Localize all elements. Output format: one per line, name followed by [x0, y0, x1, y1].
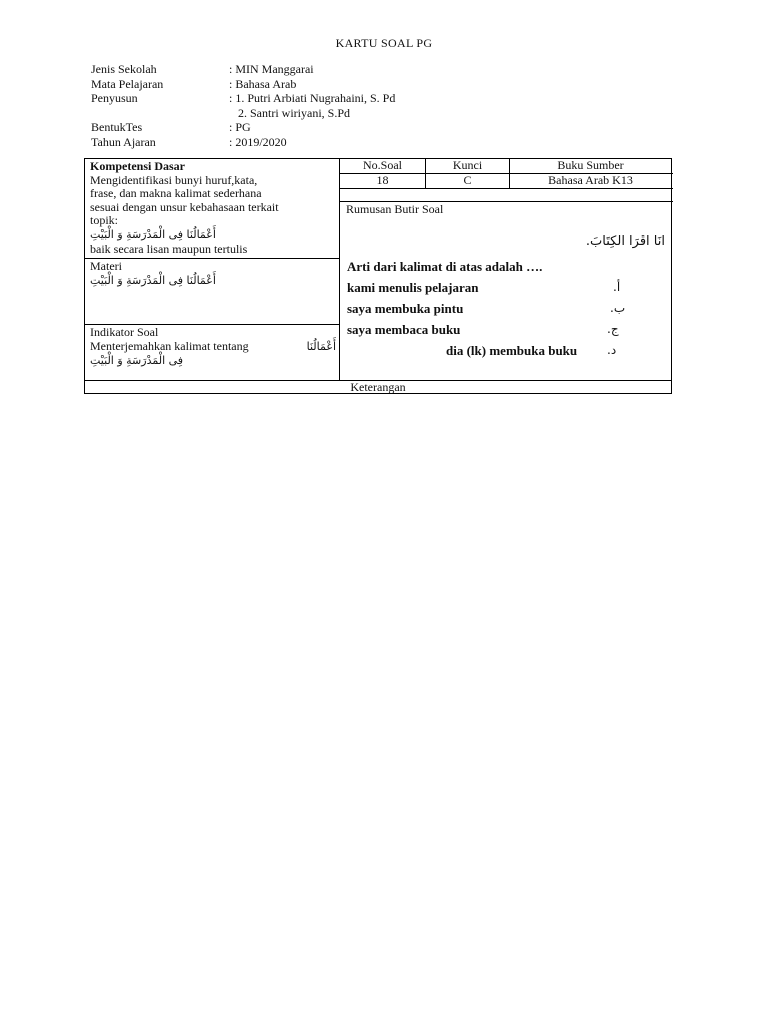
keterangan-label: Keterangan [350, 381, 406, 394]
divider [339, 201, 673, 202]
meta-value: : MIN Manggarai [229, 62, 314, 76]
meta-row-author [91, 91, 395, 106]
option-c-letter: .ج [607, 322, 619, 336]
question-arabic-sentence: اَنَا اَقْرَأُ الْكِتَابَ. [585, 235, 665, 249]
value-no-soal: 18 [376, 174, 389, 187]
option-d-letter: .د [607, 343, 617, 357]
header-kunci: Kunci [452, 159, 483, 172]
kompetensi-cell [90, 160, 336, 258]
divider [85, 324, 339, 325]
indikator-text: Menterjemahkan kalimat tentang [90, 338, 249, 353]
indikator-arabic: فِى الْمَدْرَسَةِ وَ الْبَيْتِ [90, 353, 184, 367]
meta-label [91, 106, 229, 121]
option-a-text: kami menulis pelajaran [347, 280, 479, 295]
option-b-letter: .ب [610, 301, 626, 315]
header-buku-sumber: Buku Sumber [557, 159, 624, 172]
meta-label: Jenis Sekolah [91, 62, 157, 76]
question-card [84, 158, 672, 394]
value-kunci: C [463, 174, 472, 187]
kompetensi-arabic: أَعْمَالُنَا فِى الْمَدْرَسَةِ وَ الْبَيْتِ [90, 227, 216, 241]
meta-value: : 1. Putri Arbiati Nugrahaini, S. Pd [229, 91, 396, 105]
meta-block [91, 62, 395, 149]
option-c-text: saya membaca buku [347, 322, 461, 337]
rumusan-heading: Rumusan Butir Soal [346, 203, 444, 216]
meta-row-school [91, 62, 395, 77]
header-no-soal: No.Soal [363, 159, 402, 172]
kompetensi-text: baik secara lisan maupun tertulis [90, 241, 248, 256]
meta-row-subject [91, 77, 395, 92]
divider [85, 258, 339, 259]
kompetensi-text: sesuai dengan unsur kebahasaan terkait [90, 199, 279, 214]
page-title: KARTU SOAL PG [335, 36, 433, 50]
meta-label: BentukTes [91, 120, 143, 134]
kompetensi-text: topik: [90, 213, 119, 227]
kompetensi-text: Mengidentifikasi bunyi huruf,kata, [90, 172, 258, 187]
meta-value: : Bahasa Arab [229, 76, 297, 91]
indikator-cell [90, 326, 336, 378]
meta-label: Penyusun [91, 91, 138, 105]
materi-cell [90, 260, 336, 322]
meta-row-author-2 [91, 106, 395, 121]
meta-row-year [91, 135, 395, 150]
materi-heading: Materi [90, 260, 122, 273]
question-stem: Arti dari kalimat di atas adalah …. [347, 259, 543, 274]
kompetensi-text: frase, dan makna kalimat sederhana [90, 186, 262, 200]
divider [339, 188, 673, 189]
option-d-text: dia (lk) membuka buku [446, 343, 578, 358]
meta-value: : 2019/2020 [229, 134, 287, 149]
materi-arabic: أَعْمَالُنَا فِى الْمَدْرَسَةِ وَ الْبَيْتِ [90, 273, 216, 287]
indikator-heading: Indikator Soal [90, 326, 159, 339]
value-buku-sumber: Bahasa Arab K13 [548, 174, 633, 187]
meta-label: Mata Pelajaran [91, 76, 164, 91]
meta-value: : PG [229, 120, 251, 134]
kompetensi-heading: Kompetensi Dasar [90, 160, 185, 173]
option-b-text: saya membuka pintu [347, 301, 464, 316]
meta-label: Tahun Ajaran [91, 134, 156, 149]
divider [339, 159, 340, 380]
indikator-arabic: أَعْمَالُنَا [306, 339, 336, 353]
option-a-letter: .أ [613, 280, 621, 294]
meta-value: 2. Santri wiriyani, S.Pd [238, 105, 351, 120]
meta-row-test-type [91, 120, 395, 135]
indikator-line [90, 340, 336, 354]
